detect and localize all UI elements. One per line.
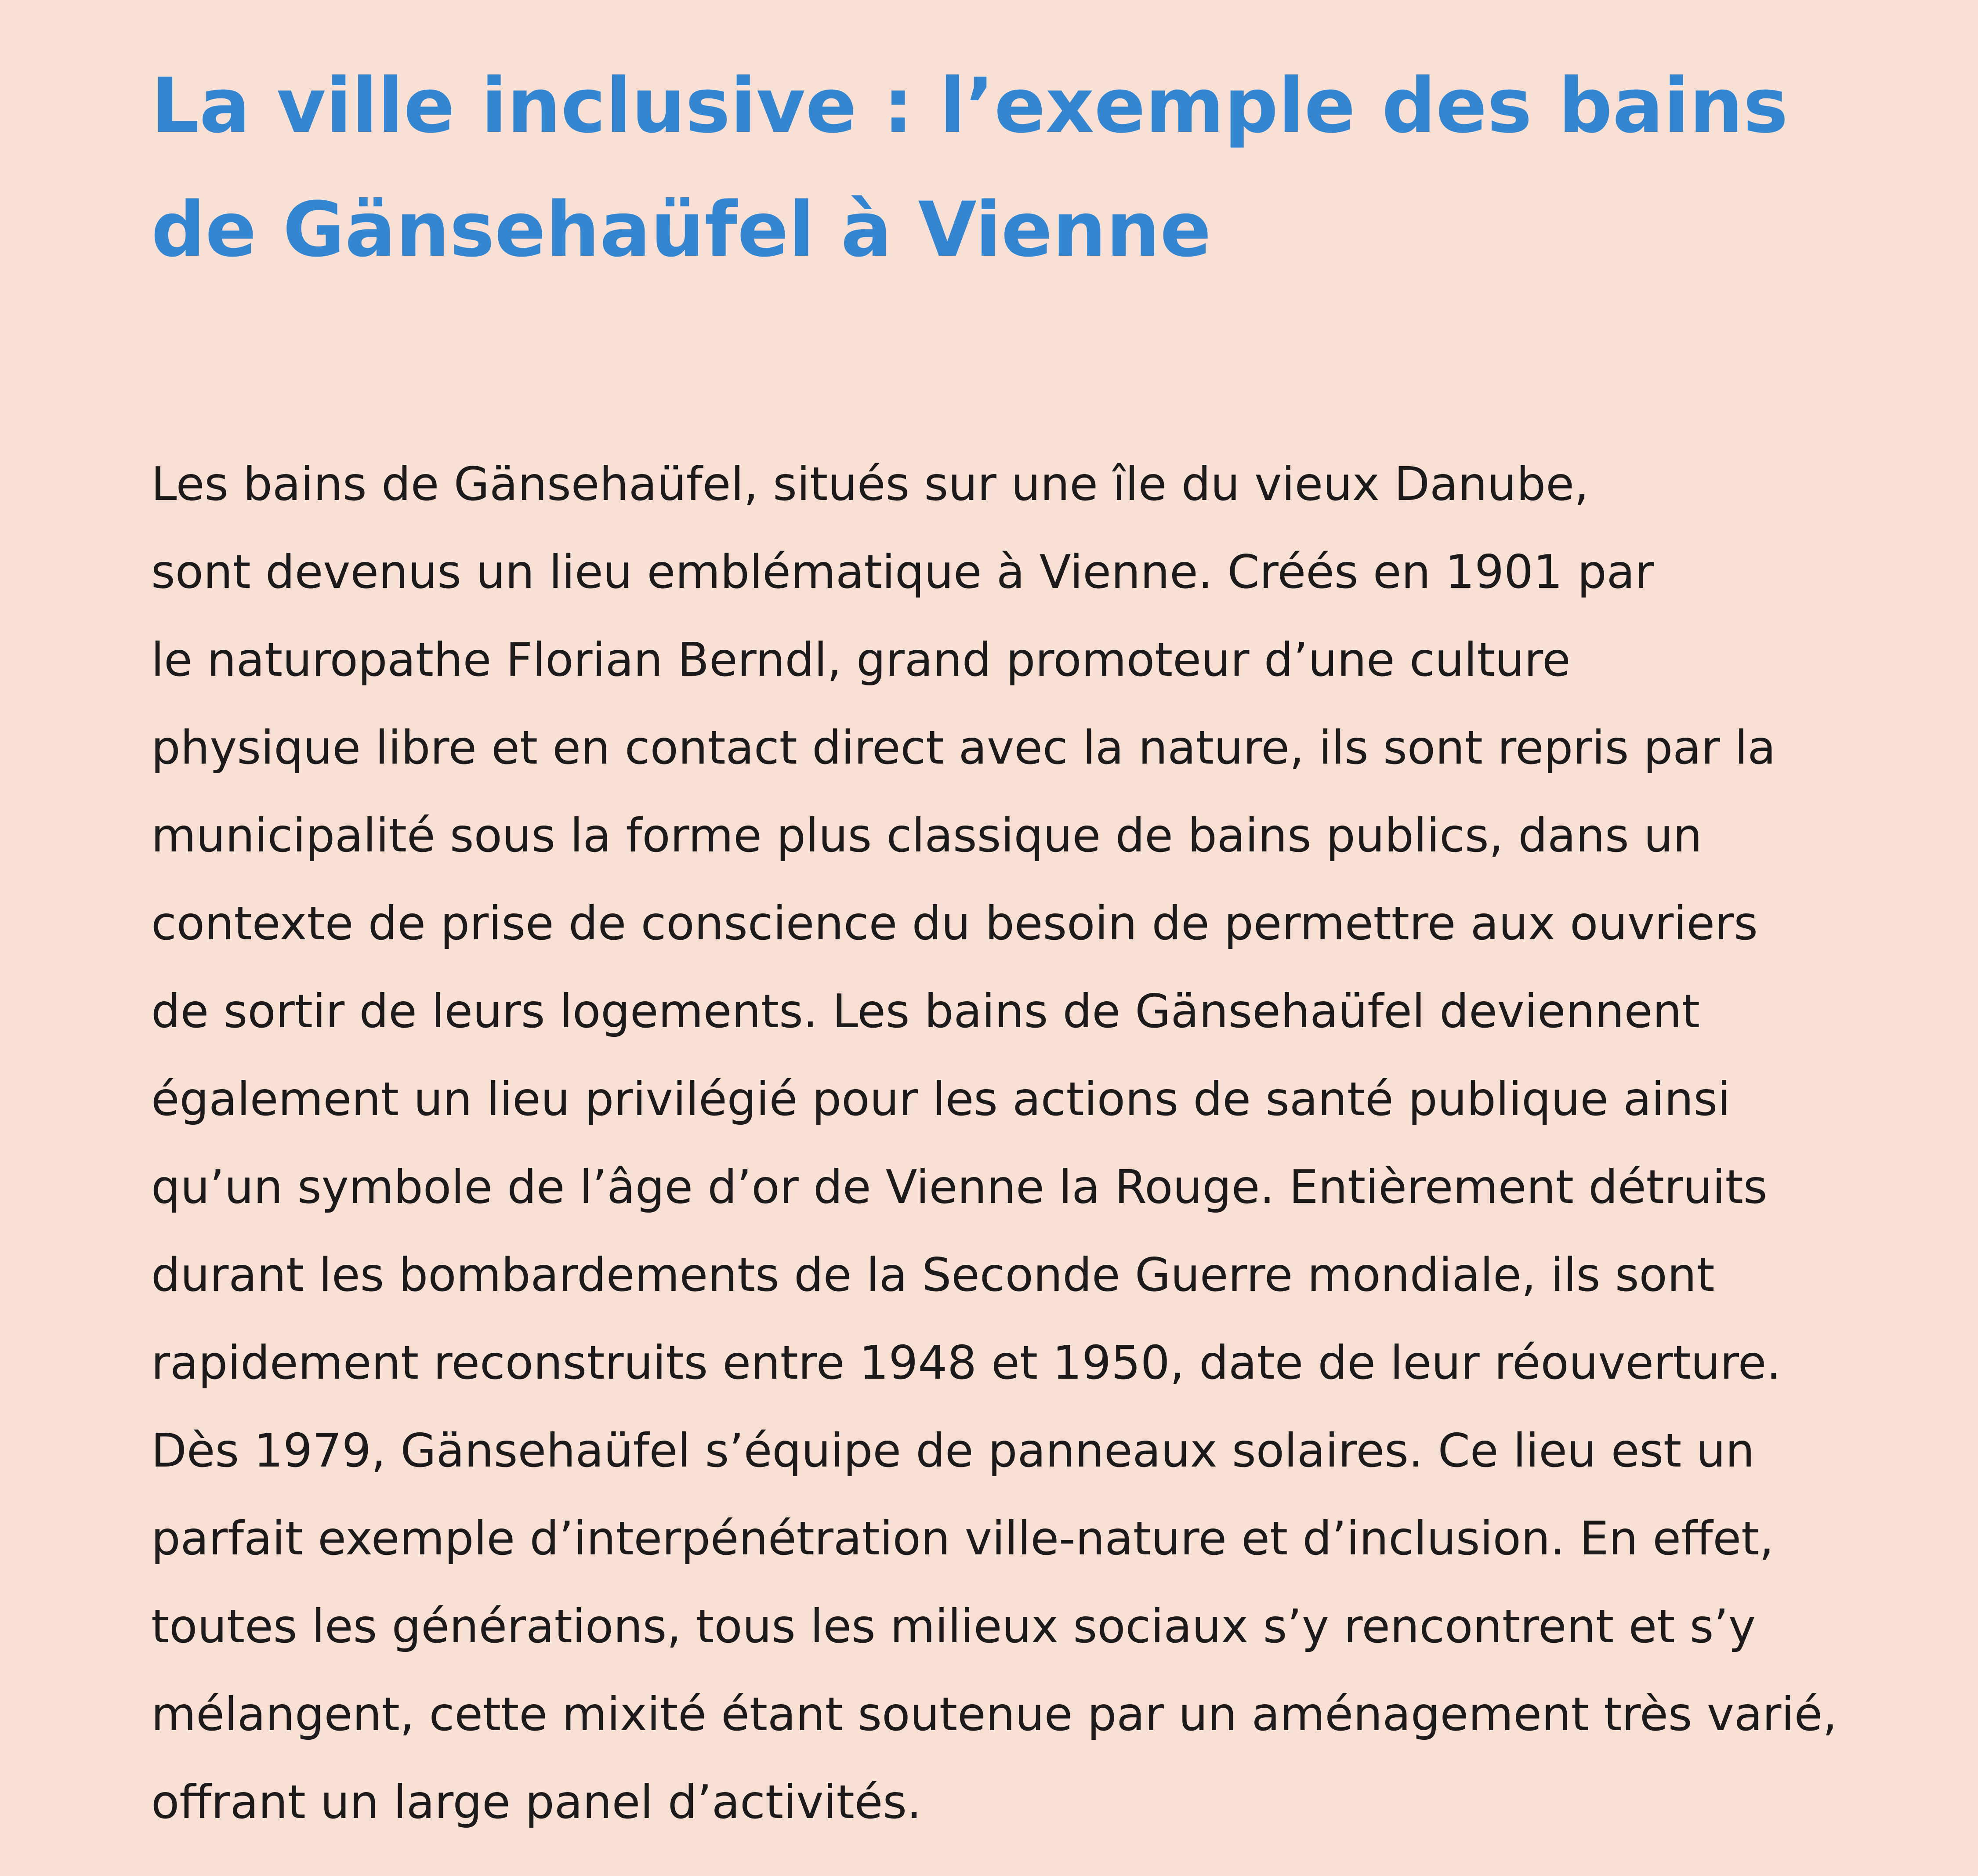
title-line-2: de Gänsehaüfel à Vienne: [151, 185, 1211, 274]
body-line-10: durant les bombardements de la Seconde Guerre mondiale, ils sont: [151, 1248, 1715, 1302]
body-line-4: physique libre et en contact direct avec la nature, ils sont repris par la: [151, 721, 1776, 775]
body-line-1: Les bains de Gänsehaüfel, situés sur une île du vieux Danube,: [151, 457, 1589, 511]
body-line-3: le naturopathe Florian Berndl, grand promoteur d’une culture: [151, 633, 1571, 687]
body-line-14: toutes les générations, tous les milieux sociaux s’y rencontrent et s’y: [151, 1600, 1756, 1653]
body-line-16: offrant un large panel d’activités.: [151, 1775, 922, 1829]
body-line-6: contexte de prise de conscience du besoin de permettre aux ouvriers: [151, 897, 1758, 950]
body-line-15: mélangent, cette mixité étant soutenue par un aménagement très varié,: [151, 1688, 1837, 1741]
body-paragraph: [151, 440, 1909, 1846]
body-line-8: également un lieu privilégié pour les actions de santé publique ainsi: [151, 1072, 1731, 1126]
body-line-7: de sortir de leurs logements. Les bains de Gänsehaüfel deviennent: [151, 985, 1700, 1038]
body-line-9: qu’un symbole de l’âge d’or de Vienne la Rouge. Entièrement détruits: [151, 1160, 1768, 1214]
body-line-5: municipalité sous la forme plus classique de bains publics, dans un: [151, 809, 1703, 862]
body-line-11: rapidement reconstruits entre 1948 et 1950, date de leur réouverture.: [151, 1336, 1781, 1390]
title-line-1: La ville inclusive : l’exemple des bains: [151, 62, 1788, 150]
body-line-13: parfait exemple d’interpénétration ville-nature et d’inclusion. En effet,: [151, 1512, 1774, 1565]
page-title: [151, 44, 1865, 292]
body-line-2: sont devenus un lieu emblématique à Vienne. Créés en 1901 par: [151, 545, 1654, 599]
body-line-12: Dès 1979, Gänsehaüfel s’équipe de panneaux solaires. Ce lieu est un: [151, 1424, 1755, 1478]
